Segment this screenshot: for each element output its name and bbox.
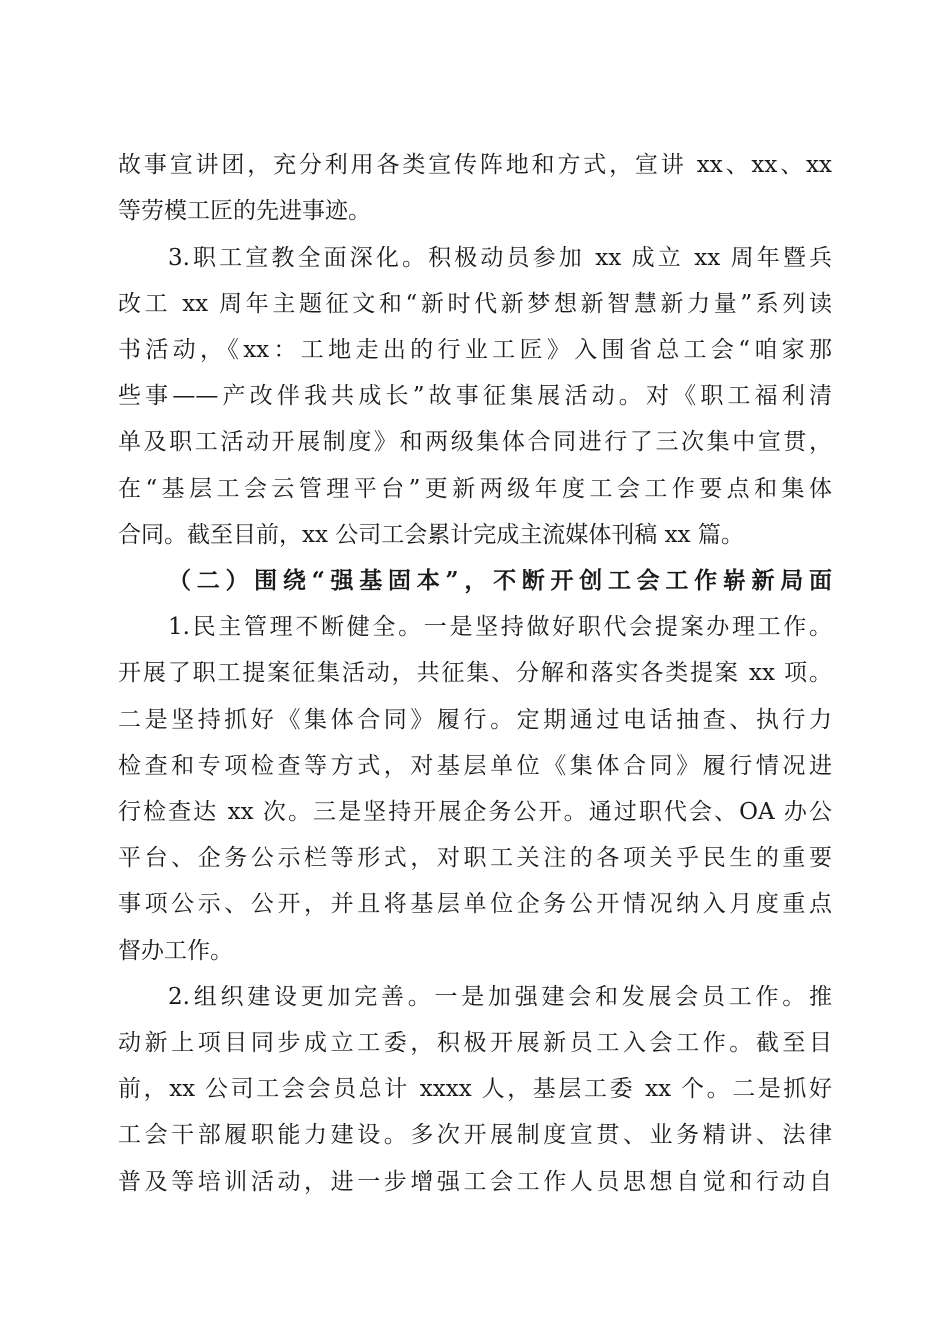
text-line: 改工 xx 周年主题征文和“新时代新梦想新智慧新力量”系列读: [118, 291, 832, 317]
text-line: 事项公示、公开，并且将基层单位企务公开情况纳入月度重点: [118, 891, 832, 917]
text-line: 检查和专项检查等方式，对基层单位《集体合同》履行情况进: [118, 753, 832, 779]
section-heading: （二）围绕“强基固本”，不断开创工会工作崭新局面: [168, 567, 832, 594]
paragraph-start-line: 3.职工宣教全面深化。积极动员参加 xx 成立 xx 周年暨兵: [168, 245, 832, 271]
text-line: 动新上项目同步成立工委，积极开展新员工入会工作。截至目: [118, 1030, 832, 1056]
text-line: 前，xx 公司工会会员总计 xxxx 人，基层工委 xx 个。二是抓好: [118, 1076, 832, 1102]
text-line: 故事宣讲团，充分利用各类宣传阵地和方式，宣讲 xx、xx、xx: [118, 152, 832, 178]
text-line: 督办工作。: [118, 938, 233, 964]
text-line: 合同。截至目前，xx 公司工会累计完成主流媒体刊稿 xx 篇。: [118, 522, 744, 548]
text-line: 等劳模工匠的先进事迹。: [118, 198, 371, 224]
text-line: 单及职工活动开展制度》和两级集体合同进行了三次集中宣贯，: [118, 429, 832, 455]
text-line: 书活动，《xx：工地走出的行业工匠》入围省总工会“咱家那: [118, 337, 832, 363]
paragraph-start-line: 1.民主管理不断健全。一是坚持做好职代会提案办理工作。: [168, 614, 832, 640]
paragraph-start-line: 2.组织建设更加完善。一是加强建会和发展会员工作。推: [168, 984, 832, 1010]
text-line: 普及等培训活动，进一步增强工会工作人员思想自觉和行动自: [118, 1169, 832, 1195]
text-line: 在“基层工会云管理平台”更新两级年度工会工作要点和集体: [118, 476, 832, 502]
text-line: 行检查达 xx 次。三是坚持开展企务公开。通过职代会、OA 办公: [118, 799, 832, 825]
text-line: 些事——产改伴我共成长”故事征集展活动。对《职工福利清: [118, 383, 832, 409]
text-line: 工会干部履职能力建设。多次开展制度宣贯、业务精讲、法律: [118, 1122, 832, 1148]
text-line: 二是坚持抓好《集体合同》履行。定期通过电话抽查、执行力: [118, 707, 832, 733]
text-line: 平台、企务公示栏等形式，对职工关注的各项关乎民生的重要: [118, 845, 832, 871]
text-line: 开展了职工提案征集活动，共征集、分解和落实各类提案 xx 项。: [118, 660, 832, 686]
